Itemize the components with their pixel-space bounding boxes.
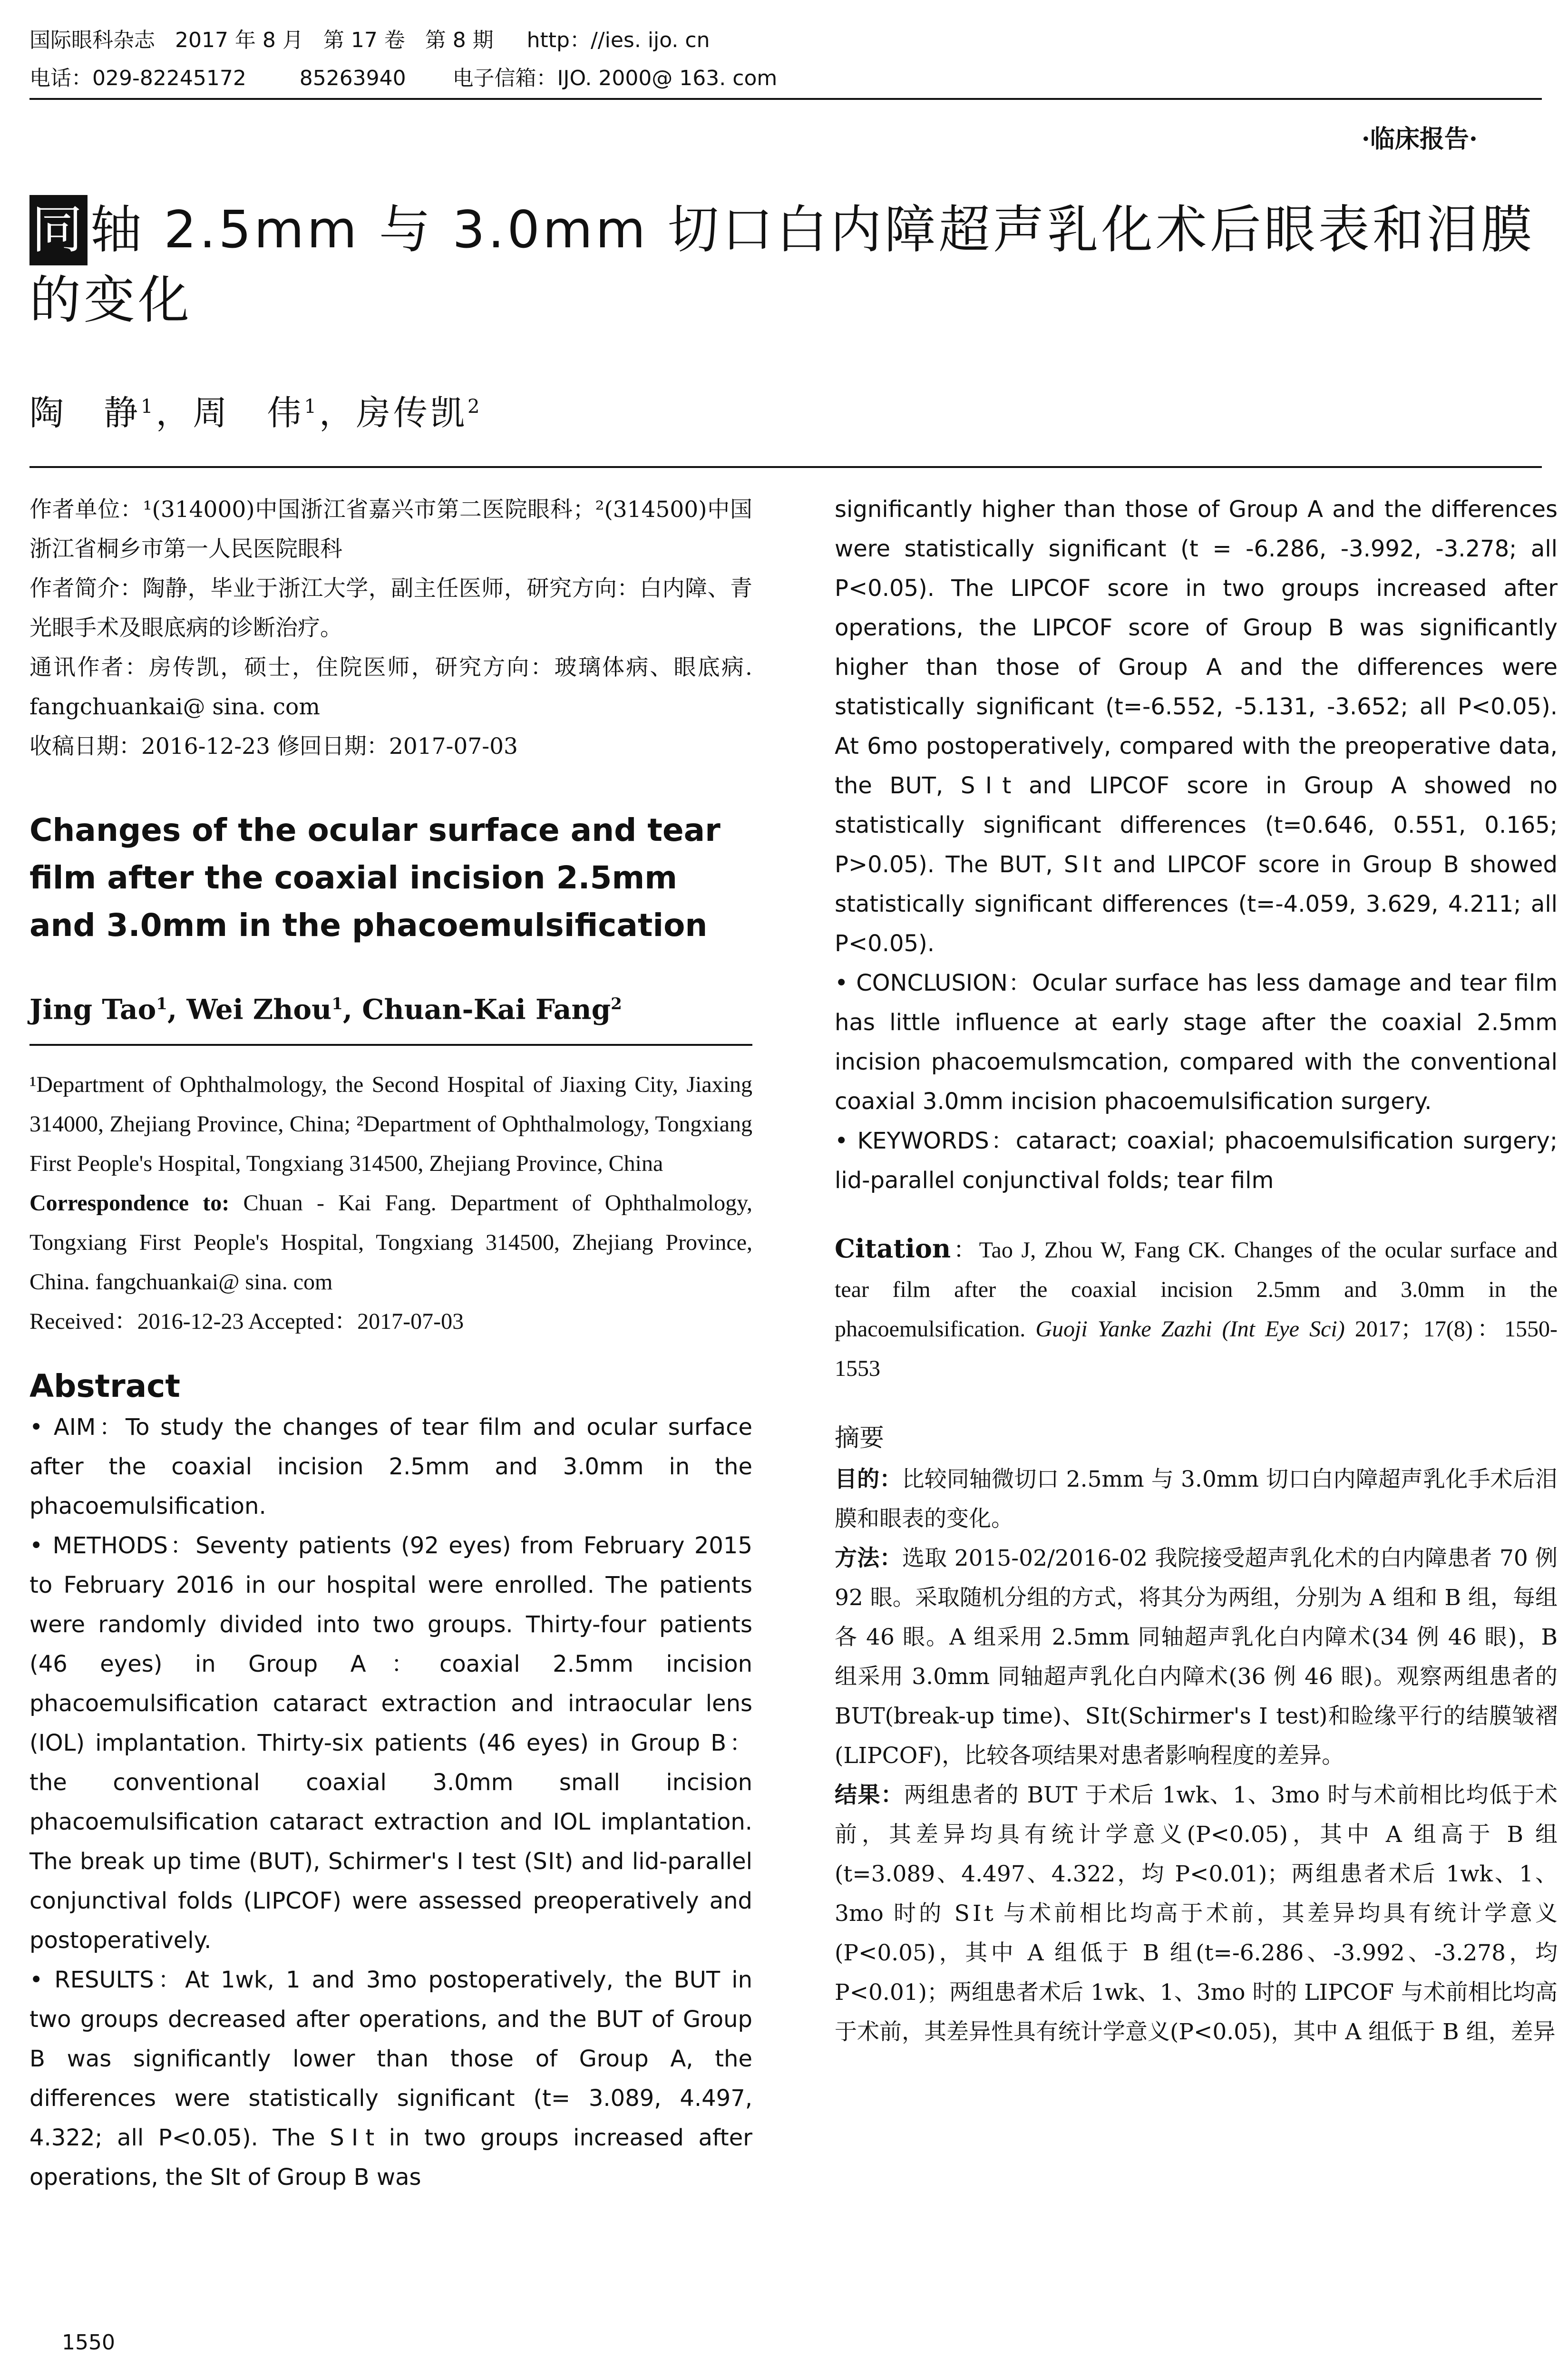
- abstract-results-part1: • RESULTS：At 1wk, 1 and 3mo postoperatively, the BUT in two groups decreased after operations, and the BUT of Group B was significantly lower than those of Group A, the differences were statistically significant (t= 3.089, 4.497, 4.322; all P<0.05). The SⅠt in two groups increased after operations, the SⅠt of Group B was: [29, 1967, 752, 2191]
- citation-label: Citation: [835, 1233, 951, 1264]
- author-cn-1: 陶 静: [29, 393, 141, 433]
- left-column: [29, 490, 752, 2197]
- cn-abstract-methods: [835, 1539, 1558, 1775]
- citation: [835, 1229, 1558, 1388]
- correspondence-label: Correspondence to:: [29, 1190, 230, 1216]
- correspondence-en: [29, 1183, 752, 1302]
- abstract-results-part2: significantly higher than those of Group A and the differences were statistically significant (t = -6.286, -3.992, -3.278; all P<0.05). The LIPCOF score in two groups increased after operations, the LIPCOF score of Group B was significantly higher than those of Group A and the differences were statistically significant (t=-6.552, -5.131, -3.652; all P<0.05). At 6mo postoperatively, compared with the preoperative data, the BUT, SⅠt and LIPCOF score in Group A showed no statistically significant differences (t=0.646, 0.551, 0.165; P>0.05). The BUT, SⅠt and LIPCOF score in Group B showed statistically significant differences (t=-4.059, 3.629, 4.211; all P<0.05).: [835, 496, 1558, 957]
- article-title-cn: [29, 195, 1551, 336]
- author-cn-3-sup: 2: [467, 396, 483, 418]
- abstract-conclusion: • CONCLUSION：Ocular surface has less damage and tear film has little influence at early stage after the coaxial 2.5mm incision phacoemulsmcation, compared with the conventional coaxial 3.0mm incision phacoemulsification surgery.: [835, 970, 1558, 1115]
- citation-journal: Guoji Yanke Zazhi (Int Eye Sci): [1035, 1316, 1345, 1342]
- abstract-methods: • METHODS：Seventy patients (92 eyes) from February 2015 to February 2016 in our hospital were enrolled. The patients were randomly divided into two groups. Thirty-four patients (46 eyes) in Group A：coaxial 2.5mm incision phacoemulsification cataract extraction and intraocular lens (IOL) implantation. Thirty-six patients (46 eyes) in Group B：the conventional coaxial 3.0mm small incision phacoemulsification cataract extraction and IOL implantation. The break up time (BUT), Schirmer's Ⅰ test (SⅠt) and lid-parallel conjunctival folds (LIPCOF) were assessed preoperatively and postoperatively.: [29, 1532, 752, 1954]
- author-en-2: , Wei Zhou: [167, 993, 332, 1026]
- affiliation-cn: 作者单位：¹(314000)中国浙江省嘉兴市第二医院眼科；²(314500)中国浙江省桐乡市第一人民医院眼科: [29, 497, 752, 562]
- abstract-heading: Abstract: [29, 1368, 180, 1405]
- cn-methods-label: 方法：: [835, 1545, 902, 1571]
- article-title-en: Changes of the ocular surface and tear film after the coaxial incision 2.5mm and 3.0mm in the phacoemulsification: [29, 812, 721, 944]
- authors-cn: [29, 385, 482, 435]
- author-en-2-sup: 1: [331, 994, 343, 1013]
- section-label: ·临床报告·: [1361, 125, 1478, 154]
- author-en-3: , Chuan-Kai Fang: [342, 993, 611, 1026]
- correspondence-text: Chuan - Kai Fang. Department of Ophthalmology, Tongxiang First People's Hospital, Tongxiang 314500, Zhejiang Province, China. fangchuankai@ sina. com: [29, 1190, 753, 1295]
- authors-divider: [29, 1044, 752, 1046]
- title-divider: [29, 466, 1542, 468]
- citation-text: ：Tao J, Zhou W, Fang CK. Changes of the ocular surface and tear film after the coaxial incision 2.5mm and 3.0mm in the phacoemulsification.: [835, 1237, 1558, 1342]
- cn-abstract-results: [835, 1775, 1558, 2052]
- author-bio-cn: 作者简介：陶静，毕业于浙江大学，副主任医师，研究方向：白内障、青光眼手术及眼底病的诊断治疗。: [29, 575, 752, 641]
- cn-results-label: 结果：: [835, 1782, 904, 1808]
- dates-en: Received：2016-12-23 Accepted：2017-07-03: [29, 1309, 464, 1335]
- author-cn-2: ，周 伟: [156, 393, 304, 433]
- author-cn-2-sup: 1: [304, 396, 319, 418]
- dates-cn: 收稿日期：2016-12-23 修回日期：2017-07-03: [29, 733, 518, 760]
- authors-en: [29, 983, 752, 1031]
- header-divider: [29, 98, 1542, 100]
- cn-abstract-heading: 摘要: [835, 1424, 885, 1452]
- cn-abstract: [835, 1460, 1558, 2052]
- cn-aim-text: 比较同轴微切口 2.5mm 与 3.0mm 切口白内障超声乳化手术后泪膜和眼表的变化。: [835, 1466, 1558, 1532]
- title-first-char: 同: [29, 195, 88, 265]
- title-rest: 轴 2.5mm 与 3.0mm 切口白内障超声乳化术后眼表和泪膜的变化: [29, 200, 1535, 330]
- affiliation-en: ¹Department of Ophthalmology, the Second Hospital of Jiaxing City, Jiaxing 314000, Zhejiang Province, China; ²Department of Ophthalmology, Tongxiang First People's Hospital, Tongxiang 314500, Zhejiang Province, China: [29, 1072, 752, 1177]
- author-cn-1-sup: 1: [141, 396, 156, 418]
- journal-header-line1: 国际眼科杂志 2017 年 8 月 第 17 卷 第 8 期 http：//ies. ijo. cn: [29, 28, 710, 52]
- abstract-aim: • AIM：To study the changes of tear film and ocular surface after the coaxial incision 2.5mm and 3.0mm in the phacoemulsification.: [29, 1414, 752, 1520]
- page-number: 1550: [62, 2330, 115, 2355]
- right-column: [835, 490, 1558, 2052]
- citation-tail: 2017；17(8)：1550-1553: [835, 1316, 1558, 1381]
- abstract-keywords: • KEYWORDS：cataract; coaxial; phacoemulsification surgery; lid-parallel conjunctival folds; tear film: [835, 1128, 1558, 1194]
- author-cn-3: ，房传凯: [319, 393, 467, 433]
- author-en-1: Jing Tao: [29, 993, 156, 1026]
- cn-aim-label: 目的：: [835, 1466, 902, 1492]
- correspondence-cn: 通讯作者：房传凯，硕士，住院医师，研究方向：玻璃体病、眼底病. fangchuankai@ sina. com: [29, 654, 752, 720]
- author-en-1-sup: 1: [156, 994, 167, 1013]
- cn-results-text: 两组患者的 BUT 于术后 1wk、1、3mo 时与术前相比均低于术前，其差异均具有统计学意义(P<0.05)，其中 A 组高于 B 组(t=3.089、4.497、4.322，均 P<0.01)；两组患者术后 1wk、1、3mo 时的 SⅠt 与术前相比均高于术前，其差异均具有统计学意义(P<0.05)，其中 A 组低于 B 组(t=-6.286、-3.992、-3.278，均 P<0.01)；两组患者术后 1wk、1、3mo 时的 LIPCOF 与术前相比均高于术前，其差异性具有统计学意义(P<0.05)，其中 A 组低于 B 组，差异: [835, 1782, 1558, 2045]
- cn-abstract-aim: [835, 1460, 1558, 1539]
- journal-header-line2: 电话：029-82245172 85263940 电子信箱：IJO. 2000@ 163. com: [29, 66, 778, 90]
- cn-methods-text: 选取 2015-02/2016-02 我院接受超声乳化术的白内障患者 70 例 92 眼。采取随机分组的方式，将其分为两组，分别为 A 组和 B 组，每组各 46 眼。A 组采用 2.5mm 同轴超声乳化白内障术(34 例 46 眼)，B 组采用 3.0mm 同轴超声乳化白内障术(36 例 46 眼)。观察两组患者的 BUT(break-up time)、SⅠt(Schirmer's Ⅰ test)和睑缘平行的结膜皱褶(LIPCOF)，比较各项结果对患者影响程度的差异。: [835, 1545, 1558, 1769]
- author-en-3-sup: 2: [611, 994, 622, 1013]
